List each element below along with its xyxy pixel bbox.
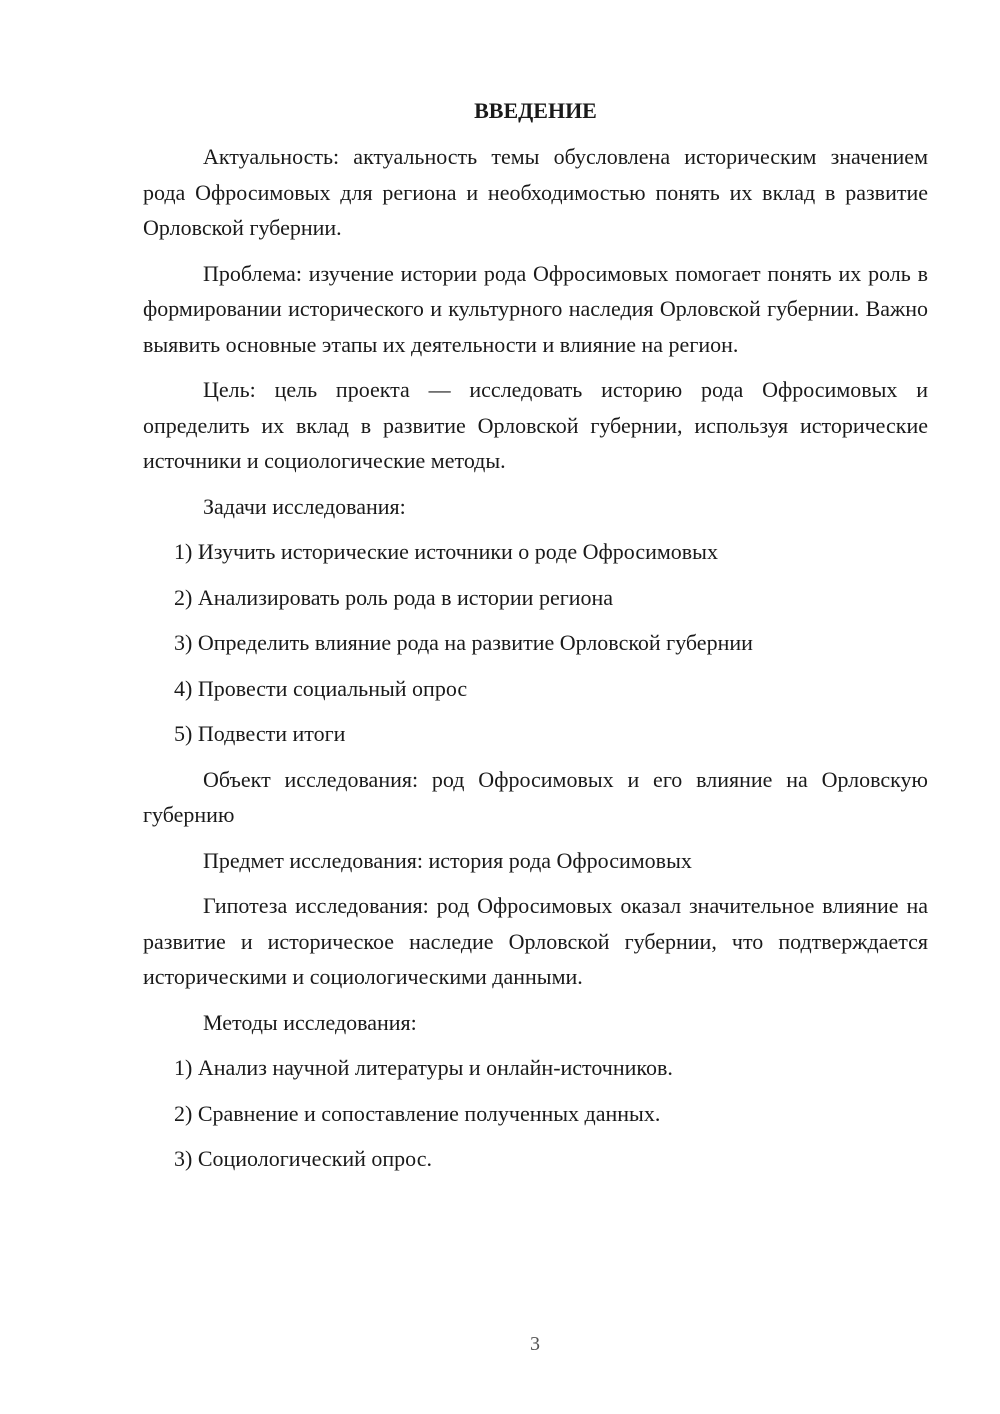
task-item: 5) Подвести итоги	[174, 721, 346, 746]
page-title: ВВЕДЕНИЕ	[474, 98, 597, 123]
method-item: 1) Анализ научной литературы и онлайн-источников.	[174, 1055, 673, 1080]
object-paragraph: Объект исследования: род Офросимовых и его влияние на Орловскую губернию	[143, 766, 928, 827]
subject-paragraph: Предмет исследования: история рода Офросимовых	[203, 847, 692, 873]
method-item: 2) Сравнение и сопоставление полученных данных.	[174, 1100, 661, 1126]
problem-paragraph: Проблема: изучение истории рода Офросимовых помогает понять их роль в формировании исторического и культурного наследия Орловской губернии. Важно выявить основные этапы их деятельности и влияние на регион.	[143, 260, 928, 357]
document-body	[143, 95, 928, 1187]
hypothesis-paragraph: Гипотеза исследования: род Офросимовых оказал значительное влияние на развитие и историческое наследие Орловской губернии, что подтверждается историческими и социологическими данными.	[143, 893, 928, 989]
task-item: 4) Провести социальный опрос	[174, 675, 468, 701]
task-item: 2) Анализировать роль рода в истории региона	[174, 584, 614, 610]
tasks-heading: Задачи исследования:	[203, 493, 406, 519]
relevance-paragraph: Актуальность: актуальность темы обусловлена историческим значением рода Офросимовых для региона и необходимостью понять их вклад в развитие Орловской губернии.	[143, 144, 928, 240]
task-item: 3) Определить влияние рода на развитие Орловской губернии	[174, 630, 753, 655]
page-number: 3	[530, 1333, 540, 1355]
task-item: 1) Изучить исторические источники о роде Офросимовых	[174, 539, 718, 564]
method-item: 3) Социологический опрос.	[174, 1146, 432, 1171]
goal-paragraph: Цель: цель проекта — исследовать историю рода Офросимовых и определить их вклад в развитие Орловской губернии, используя исторические источники и социологические методы.	[143, 377, 928, 473]
methods-heading: Методы исследования:	[203, 1009, 417, 1035]
